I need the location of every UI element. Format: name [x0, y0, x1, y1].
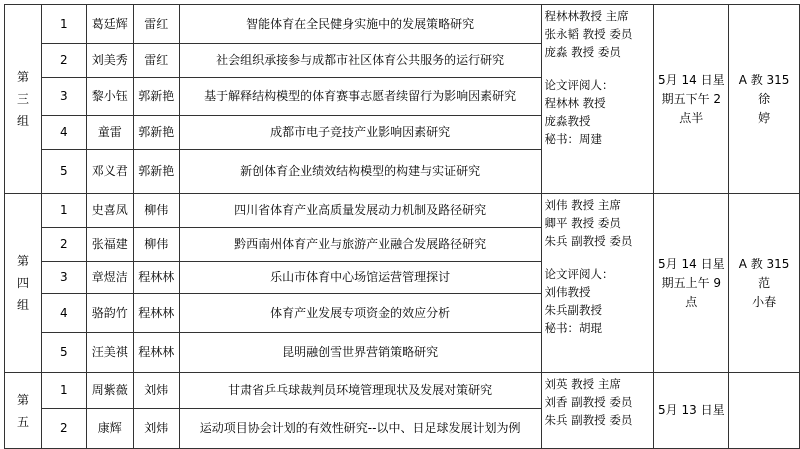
group-label-char: 第: [16, 392, 29, 407]
spacer: [545, 61, 651, 76]
student-name: 葛廷辉: [86, 5, 133, 44]
student-name: 黎小钰: [86, 78, 133, 116]
student-name: 汪美祺: [86, 333, 133, 373]
defense-time-line: 点: [685, 294, 698, 309]
advisor-name: 柳伟: [133, 228, 179, 262]
group-label-char: 三: [16, 92, 29, 106]
room-line: A 教 315 范: [738, 256, 790, 290]
committee-member: 朱兵 副教授 委员: [544, 413, 633, 427]
group-label-cell: [5, 5, 42, 194]
row-number: 3: [41, 78, 86, 116]
group-label-cell: [5, 194, 42, 373]
advisor-name: 雷红: [133, 5, 179, 44]
row-number: 1: [41, 194, 86, 228]
advisor-name: 程林林: [133, 294, 179, 333]
room-line: 婷: [758, 110, 771, 125]
group-label-char: 四: [16, 276, 29, 290]
student-name: 刘美秀: [86, 44, 133, 78]
room-line: A 教 315 徐: [738, 72, 790, 106]
thesis-title: 成都市电子竞技产业影响因素研究: [179, 116, 541, 150]
room-cell: [729, 194, 800, 373]
thesis-title: 昆明融创雪世界营销策略研究: [179, 333, 541, 373]
student-name: 康辉: [86, 409, 133, 449]
row-number: 1: [41, 5, 86, 44]
table-row: [5, 194, 800, 228]
student-name: 邓义君: [86, 150, 133, 194]
defense-time-cell: [654, 373, 729, 449]
reviewer-line: 朱兵副教授: [544, 303, 603, 317]
row-number: 4: [41, 294, 86, 333]
defense-time-line: 点半: [679, 110, 704, 125]
thesis-title: 基于解释结构模型的体育赛事志愿者续留行为影响因素研究: [179, 78, 541, 116]
defense-time-line: 5月 14 日星: [658, 72, 725, 87]
defense-schedule-table: [4, 4, 800, 449]
defense-time-line: 5月 14 日星: [658, 256, 725, 271]
advisor-name: 程林林: [133, 262, 179, 294]
committee-member: 张永韬 教授 委员: [544, 27, 633, 41]
reviewer-line: 论文评阅人：: [544, 78, 614, 92]
student-name: 史喜凤: [86, 194, 133, 228]
advisor-name: 郭新艳: [133, 116, 179, 150]
table-row: [5, 373, 800, 409]
committee-member: 刘香 副教授 委员: [544, 395, 633, 409]
spacer: [545, 250, 651, 265]
room-line: 小春: [752, 294, 777, 309]
advisor-name: 程林林: [133, 333, 179, 373]
row-number: 2: [41, 409, 86, 449]
reviewer-line: 刘伟教授: [544, 285, 591, 299]
row-number: 5: [41, 333, 86, 373]
committee-cell: [541, 194, 654, 373]
table-row: [5, 5, 800, 44]
thesis-title: 黔西南州体育产业与旅游产业融合发展路径研究: [179, 228, 541, 262]
thesis-title: 社会组织承接参与成都市社区体育公共服务的运行研究: [179, 44, 541, 78]
group-label-cell: [5, 373, 42, 449]
student-name: 章煜洁: [86, 262, 133, 294]
group-label-char: 五: [16, 414, 29, 429]
thesis-title: 四川省体育产业高质量发展动力机制及路径研究: [179, 194, 541, 228]
row-number: 4: [41, 116, 86, 150]
advisor-name: 郭新艳: [133, 150, 179, 194]
committee-member: 刘英 教授 主席: [544, 377, 621, 391]
committee-cell: [541, 373, 654, 449]
thesis-title: 甘肃省乒乓球裁判员环境管理现状及发展对策研究: [179, 373, 541, 409]
committee-member: 庞淼 教授 委员: [544, 45, 621, 59]
advisor-name: 刘炜: [133, 373, 179, 409]
group-label-char: 组: [16, 298, 29, 312]
defense-time-line: 5月 13 日星: [658, 403, 725, 417]
student-name: 骆韵竹: [86, 294, 133, 333]
defense-time-cell: [654, 194, 729, 373]
reviewer-line: 秘书：周建: [544, 132, 603, 146]
room-cell: [729, 5, 800, 194]
thesis-title: 乐山市体育中心场馆运营管理探讨: [179, 262, 541, 294]
defense-time-line: 期五上午 9: [661, 275, 722, 290]
group-label-char: 组: [16, 114, 29, 128]
reviewer-line: 论文评阅人：: [544, 267, 614, 281]
committee-member: 程林林教授 主席: [544, 9, 629, 23]
advisor-name: 刘炜: [133, 409, 179, 449]
advisor-name: 郭新艳: [133, 78, 179, 116]
row-number: 1: [41, 373, 86, 409]
row-number: 2: [41, 228, 86, 262]
defense-time-line: 期五下午 2: [661, 91, 722, 106]
thesis-title: 智能体育在全民健身实施中的发展策略研究: [179, 5, 541, 44]
row-number: 3: [41, 262, 86, 294]
student-name: 童雷: [86, 116, 133, 150]
row-number: 2: [41, 44, 86, 78]
reviewer-line: 程林林 教授: [544, 96, 606, 110]
row-number: 5: [41, 150, 86, 194]
committee-member: 朱兵 副教授 委员: [544, 234, 633, 248]
thesis-title: 运动项目协会计划的有效性研究--以中、日足球发展计划为例: [179, 409, 541, 449]
thesis-title: 体育产业发展专项资金的效应分析: [179, 294, 541, 333]
committee-member: 刘伟 教授 主席: [544, 198, 621, 212]
thesis-title: 新创体育企业绩效结构模型的构建与实证研究: [179, 150, 541, 194]
advisor-name: 柳伟: [133, 194, 179, 228]
committee-member: 卿平 教授 委员: [544, 216, 621, 230]
group-label-char: 第: [16, 70, 29, 84]
group-label-char: 第: [16, 254, 29, 268]
room-cell: [729, 373, 800, 449]
advisor-name: 雷红: [133, 44, 179, 78]
defense-time-cell: [654, 5, 729, 194]
student-name: 张福建: [86, 228, 133, 262]
reviewer-line: 秘书：胡琨: [544, 321, 603, 335]
student-name: 周紫薇: [86, 373, 133, 409]
committee-cell: [541, 5, 654, 194]
reviewer-line: 庞淼教授: [544, 114, 591, 128]
